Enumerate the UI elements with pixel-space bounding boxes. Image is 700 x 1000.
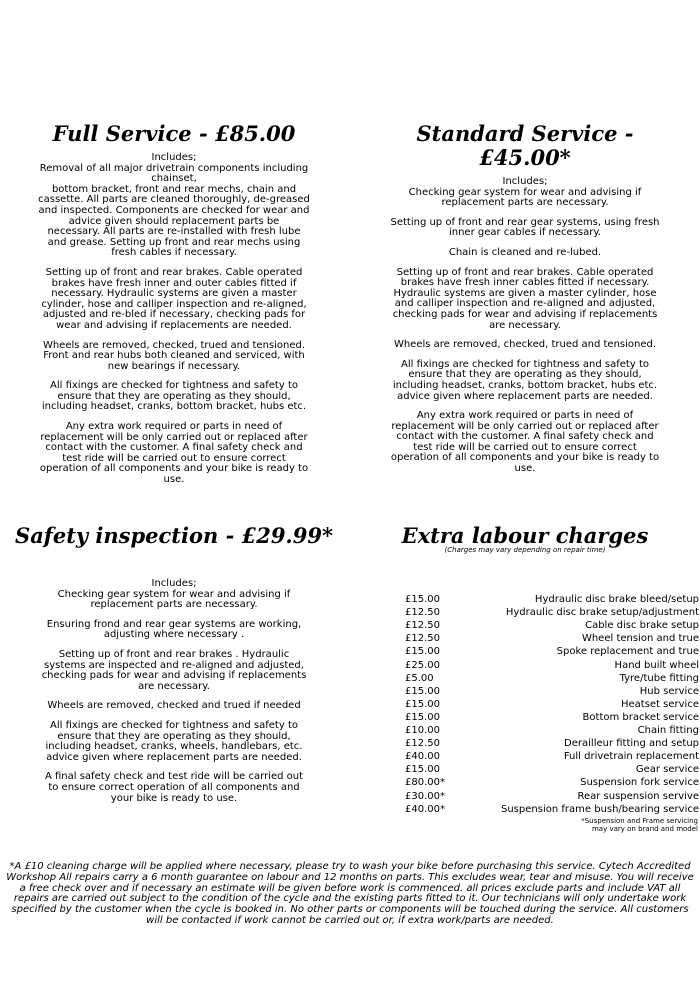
description-line: necessary. Hydraulic systems are given a master [51, 288, 297, 300]
standard-service-title: Standard Service - £45.00* [416, 121, 634, 170]
description-line: adjusting where necessary . [103, 629, 245, 641]
description-line: brakes have fresh inner and outer cables fitted if [51, 277, 297, 289]
description-line: to ensure correct operation of all components and [48, 781, 300, 793]
suspension-note [540, 817, 698, 833]
price-row [405, 698, 699, 711]
suspension-note-line-1: *Suspension and Frame servicing [581, 817, 698, 825]
description-line: test ride will be carried out to ensure correct [62, 452, 286, 464]
service-name: Suspension fork service [580, 777, 699, 789]
service-name: Chain fitting [637, 725, 699, 736]
price-row [405, 672, 699, 685]
price-amount: £5.00 [405, 672, 434, 684]
description-line: replacement parts are necessary. [441, 197, 609, 209]
description-line: and inspected. Components are checked for wear and [38, 204, 310, 216]
description-line: adjusted and re-bled if necessary, checking pads for [42, 309, 306, 321]
description-line: use. [163, 474, 185, 486]
price-amount: £15.00 [405, 685, 440, 697]
price-amount: £12.50 [405, 738, 440, 750]
description-line: Includes; [151, 152, 197, 163]
price-row [405, 685, 699, 698]
description-line: replacement will be only carried out or replaced after [391, 420, 659, 432]
service-name: Heatset service [620, 698, 699, 710]
description-line: cassette. All parts are cleaned thoroughly, de-greased [38, 194, 310, 206]
suspension-note-line-2: may vary on brand and model [591, 825, 698, 833]
price-row [405, 593, 699, 606]
description-line: including headset, cranks, wheels, handlebars, etc. [45, 741, 303, 753]
full-service-title: Full Service - £85.00 [52, 121, 296, 146]
description-line: are necessary. [138, 680, 210, 692]
price-amount: £12.50 [405, 607, 440, 619]
description-line: new bearings if necessary. [107, 360, 241, 372]
price-row [405, 790, 699, 803]
price-row [405, 619, 699, 632]
description-line: Setting up of front and rear brakes . Hydraulic [58, 648, 290, 660]
service-name: Bottom bracket service [582, 711, 699, 723]
extra-labour-subtitle: (Charges may vary depending on repair time) [444, 546, 606, 554]
description-line: fresh cables if necessary. [111, 247, 237, 259]
description-line: Ensuring frond and rear gear systems are working, [46, 618, 302, 630]
description-line: are necessary. [489, 319, 561, 331]
service-name: Derailleur fitting and setup [564, 738, 699, 750]
price-amount: £80.00* [405, 777, 445, 789]
description-line: Any extra work required or parts in need of [416, 410, 634, 422]
price-amount: £15.00 [405, 646, 440, 658]
price-amount: £10.00 [405, 725, 440, 736]
description-line: including headset, cranks, bottom bracket, hubs etc. [41, 401, 307, 413]
description-line: ensure that they are operating as they should, [408, 369, 642, 381]
description-line: ensure that they are operating as they should, [57, 390, 291, 402]
description-line: advice given where replacement parts are needed. [397, 390, 653, 402]
description-line: Setting up of front and rear brakes. Cable operated [45, 266, 303, 278]
price-row [405, 724, 699, 737]
price-row [405, 737, 699, 750]
description-line: checking pads for wear and advising if replacements [41, 670, 307, 682]
price-row [405, 659, 699, 672]
description-line: Setting up of front and rear gear systems, using fresh [390, 216, 660, 228]
description-line: including headset, cranks, bottom bracket, hubs etc. [392, 379, 658, 391]
full-service-section [14, 122, 334, 486]
price-row [405, 606, 699, 619]
description-line: Setting up of front and rear brakes. Cable operated [396, 266, 654, 278]
service-name: Hydraulic disc brake bleed/setup [534, 594, 699, 605]
extra-labour-header [370, 524, 680, 554]
description-line: replacement parts are necessary. [90, 599, 258, 611]
description-line: Checking gear system for wear and advising if [57, 588, 291, 600]
description-line: operation of all components and your bike is ready to [390, 452, 660, 464]
description-line: Chain is cleaned and re-lubed. [448, 246, 602, 258]
description-line: Checking gear system for wear and advising if [408, 186, 642, 198]
service-name: Tyre/tube fitting [619, 672, 699, 684]
price-row [405, 750, 699, 763]
description-line: bottom bracket, front and rear mechs, chain and [51, 183, 297, 195]
description-line: replacement will be only carried out or replaced after [40, 431, 308, 443]
description-line: inner gear cables if necessary. [448, 227, 602, 239]
description-line: All fixings are checked for tightness and safety to [401, 358, 649, 370]
safety-inspection-section [14, 524, 334, 804]
service-name: Hydraulic disc brake setup/adjustment [505, 607, 699, 619]
price-amount: £25.00 [405, 659, 440, 671]
service-name: Rear suspension servive [577, 790, 699, 802]
description-line: wear and advising if replacements are needed. [56, 319, 292, 331]
full-service-description [14, 153, 334, 486]
description-line: advice given should replacement parts be [68, 215, 280, 227]
description-line: Removal of all major drivetrain components including [39, 162, 309, 174]
price-row [405, 645, 699, 658]
description-line: advice given where replacement parts are needed. [46, 751, 302, 763]
description-line: contact with the customer. A final safety check and [396, 431, 654, 443]
service-name: Cable disc brake setup [585, 620, 699, 632]
description-line: checking pads for wear and advising if replacements [392, 308, 658, 320]
price-amount: £12.50 [405, 620, 440, 632]
description-line: necessary. All parts are re-installed with fresh lube [47, 226, 301, 238]
description-line: Includes; [502, 176, 548, 187]
description-line: A final safety check and test ride will be carried out [44, 771, 304, 783]
description-line: Includes; [151, 578, 197, 589]
description-line: contact with the customer. A final safety check and [45, 442, 303, 454]
service-name: Gear service [635, 764, 699, 776]
description-line: Wheels are removed, checked, trued and tensioned. [393, 339, 657, 351]
price-row [405, 803, 699, 816]
service-name: Suspension frame bush/bearing service [501, 803, 699, 815]
safety-inspection-title: Safety inspection - £29.99* [15, 523, 333, 548]
description-line: and calliper inspection and re-aligned and adjusted, [394, 298, 656, 310]
description-line: cylinder, hose and calliper inspection and re-aligned, [41, 298, 307, 310]
price-amount: £30.00* [405, 790, 445, 802]
description-line: your bike is ready to use. [110, 792, 238, 804]
description-line: Wheels are removed, checked and trued if needed [47, 700, 301, 712]
description-line: and grease. Setting up front and rear mechs using [47, 236, 301, 248]
standard-service-section [370, 122, 680, 475]
description-line: All fixings are checked for tightness and safety to [50, 719, 298, 731]
service-name: Hub service [639, 685, 699, 697]
extra-labour-title: Extra labour charges [401, 523, 649, 548]
service-name: Hand built wheel [614, 659, 699, 671]
description-line: chainset, [151, 173, 197, 185]
description-line: systems are inspected and re-aligned and adjusted, [44, 659, 304, 671]
price-amount: £15.00 [405, 711, 440, 723]
terms-footer: *A £10 cleaning charge will be applied where necessary, please try to wash your bike before purchasing this service. Cytech Accredited Workshop All repairs carry a 6 month guarantee on labour and 12 months on parts. This excludes wear, tear and misuse. You will receive a free check over and if necessary an estimate will be given before work is commenced. all prices exclude parts and include VAT all repairs are carried out subject to the condition of the cycle and the existing parts fitted to it. Our technicians will only undertake work specified by the customer when the cycle is booked in. No other parts or components will be touched during the service. All customers will be contacted if work cannot be carried out or, if extra work/parts are needed. [6, 861, 694, 926]
description-line: Hydraulic systems are given a master cylinder, hose [393, 287, 657, 299]
price-amount: £15.00 [405, 698, 440, 710]
price-amount: £15.00 [405, 764, 440, 776]
description-line: ensure that they are operating as they should, [57, 730, 291, 742]
service-name: Full drivetrain replacement [563, 751, 699, 763]
price-amount: £40.00 [405, 751, 440, 763]
price-row [405, 763, 699, 776]
service-name: Spoke replacement and true [556, 646, 699, 658]
service-name: Wheel tension and true [581, 633, 699, 645]
price-row [405, 632, 699, 645]
standard-service-description [370, 177, 680, 475]
description-line: Front and rear hubs both cleaned and serviced, with [43, 350, 305, 362]
price-row [405, 776, 699, 789]
description-line: test ride will be carried out to ensure correct [413, 441, 637, 453]
description-line: brakes have fresh inner cables fitted if necessary. [400, 277, 650, 289]
description-line: use. [514, 463, 536, 475]
price-amount: £12.50 [405, 633, 440, 645]
description-line: Any extra work required or parts in need of [65, 421, 283, 433]
description-line: All fixings are checked for tightness and safety to [50, 380, 298, 392]
safety-inspection-description [14, 579, 334, 804]
description-line: Wheels are removed, checked, trued and tensioned. [42, 339, 306, 351]
price-amount: £15.00 [405, 594, 440, 605]
price-row [405, 711, 699, 724]
price-amount: £40.00* [405, 803, 445, 815]
description-line: operation of all components and your bike is ready to [39, 463, 309, 475]
